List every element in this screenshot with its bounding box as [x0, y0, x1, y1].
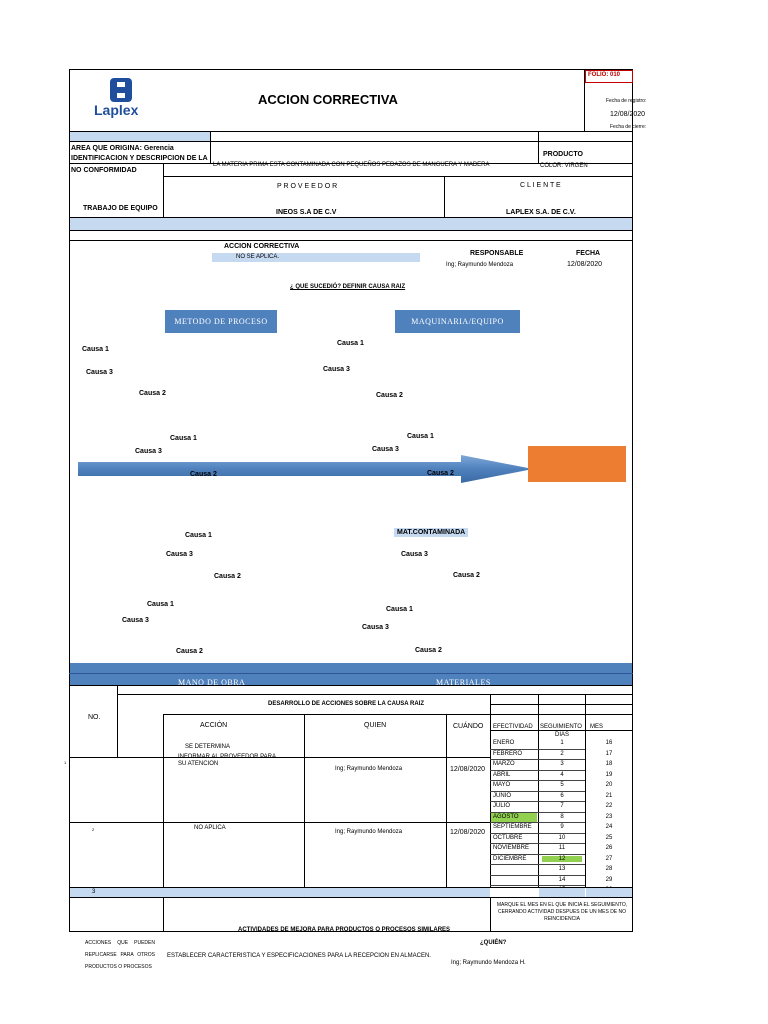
responsable-label: RESPONSABLE	[470, 250, 524, 257]
fecha-registro: 12/08/2020	[610, 111, 646, 118]
cause-label: Causa 2	[415, 647, 442, 654]
folio-label: FOLIO: 010	[588, 72, 621, 78]
month-cell: MAYO	[493, 782, 511, 788]
row1-number: 1	[64, 760, 67, 765]
mejora-side-label: ACCIONES QUE PUEDEN REPLICARSE PARA OTROS PRODUCTOS O PROCESOS	[85, 940, 155, 970]
cause-label: Causa 1	[407, 433, 434, 440]
category-metodo-proceso: METODO DE PROCESO	[165, 310, 277, 333]
cause-label: Causa 3	[122, 617, 149, 624]
producto-label: PRODUCTO	[543, 151, 583, 158]
day-cell: 21	[605, 792, 613, 799]
day-cell: 23	[605, 813, 613, 820]
day-cell: 5	[560, 782, 564, 788]
day-cell: 19	[605, 771, 613, 778]
day-cell: 28	[605, 866, 613, 872]
area-origina-label: AREA QUE ORIGINA: Gerencia	[71, 145, 174, 152]
month-cell: ENERO	[493, 740, 515, 746]
day-cell: 14	[558, 876, 566, 883]
month-cell: SEPTIEMBRE	[493, 824, 532, 830]
mejora-quien-label: ¿QUIÉN?	[480, 940, 507, 946]
accion-column-header: ACCIÓN	[200, 722, 228, 729]
category-maquinaria-equipo: MAQUINARIA/EQUIPO	[395, 310, 520, 333]
month-cell: MARZO	[493, 761, 515, 767]
cause-label: Causa 1	[337, 340, 364, 347]
cause-label: Causa 1	[147, 601, 174, 608]
cause-label: Causa 3	[135, 448, 162, 455]
day-cell: 3	[560, 761, 564, 767]
category-mat-contaminada: MAT.CONTAMINADA	[394, 528, 468, 537]
mejora-quien: Ing; Raymundo Mendoza H.	[451, 960, 526, 966]
effect-box	[528, 446, 626, 482]
day-cell: 18	[605, 761, 613, 767]
cause-label: Causa 2	[427, 470, 454, 477]
day-cell: 13	[558, 866, 566, 872]
day-cell: 22	[605, 803, 613, 809]
row1-accion: INFORMAR AL PROVEEDOR PARA SU ATENCION	[178, 754, 276, 767]
efectividad-header: EFECTIVIDAD	[493, 724, 533, 730]
row2-cuando: 12/08/2020	[450, 829, 486, 836]
day-cell: 27	[605, 855, 613, 862]
cause-label: Causa 2	[176, 648, 203, 655]
se-determina-label: SE DETERMINA	[185, 744, 231, 750]
cause-label: Causa 3	[372, 446, 399, 453]
day-cell: 20	[605, 782, 613, 788]
row3-band	[70, 887, 490, 897]
cause-label: Causa 3	[323, 366, 350, 373]
cliente-value: LAPLEX S.A. DE C.V.	[506, 209, 576, 216]
cause-label: Causa 3	[362, 624, 389, 631]
quien-column-header: QUIEN	[364, 722, 387, 729]
cause-label: Causa 3	[401, 551, 428, 558]
cause-label: Causa 3	[166, 551, 193, 558]
dias-header: DIAS	[555, 732, 570, 738]
responsable-value: Ing; Raymundo Mendoza	[446, 262, 514, 268]
page-title: ACCION CORRECTIVA	[258, 92, 398, 107]
month-cell: FEBRERO	[493, 750, 523, 757]
month-cell: JUNIO	[493, 792, 511, 799]
cause-label: Causa 1	[170, 435, 197, 442]
cause-label: Causa 3	[86, 369, 113, 376]
row2-number: 2	[92, 827, 95, 832]
month-cell: AGOSTO	[491, 813, 537, 822]
month-cell: DICIEMBRE	[493, 855, 527, 862]
month-cell: NOVIEMBRE	[493, 845, 530, 851]
causa-raiz-question: ¿ QUE SUCEDIÓ? DEFINIR CAUSA RAIZ	[290, 284, 406, 290]
day-cell: 11	[558, 845, 566, 851]
accion-correctiva-value: NO SE APLICA.	[236, 254, 280, 260]
day-cell: 2	[560, 750, 564, 757]
category-mano-obra: MANO DE OBRA	[178, 678, 246, 685]
spine-arrow-icon	[76, 453, 536, 485]
grid-line	[490, 875, 585, 876]
cause-label: Causa 2	[214, 573, 241, 580]
proveedor-value: INEOS S.A DE C.V	[276, 209, 337, 216]
row1-quien: Ing; Raymundo Mendoza	[335, 766, 403, 772]
day-cell: 10	[558, 834, 566, 841]
day-cell: 24	[605, 824, 613, 830]
day-cell: 4	[560, 771, 564, 778]
day-cell: 6	[560, 792, 564, 799]
producto-color: COLOR: VIRGEN	[540, 163, 588, 169]
proveedor-label: P R O V E E D O R	[277, 183, 338, 190]
cuando-column-header: CUÁNDO	[453, 723, 484, 730]
cause-label: Causa 2	[453, 572, 480, 579]
logo-brand: Laplex	[94, 102, 139, 118]
cause-label: Causa 2	[139, 390, 166, 397]
grid-line	[490, 864, 585, 865]
fecha-label: FECHA	[576, 250, 601, 257]
fecha-registro-label: Fecha de registro:	[606, 98, 647, 104]
accion-correctiva-label: ACCION CORRECTIVA	[224, 243, 300, 250]
row3-number: 3	[92, 889, 96, 895]
mes-header: MES	[590, 724, 604, 730]
identificacion-label: IDENTIFICACION Y DESCRIPCION DE LA	[71, 155, 208, 162]
no-conformidad-descripcion: LA MATERIA PRIMA ESTA CONTAMINADA CON PEQUEÑOS PEDAZOS DE MANGUERA Y MADERA	[213, 162, 490, 168]
category-materiales: MATERIALES	[436, 678, 491, 685]
month-cell: ABRIL	[493, 771, 511, 778]
cause-label: Causa 2	[376, 392, 403, 399]
desarrollo-title: DESARROLLO DE ACCIONES SOBRE LA CAUSA RAIZ	[268, 701, 425, 707]
day-cell: 25	[605, 834, 613, 841]
day-cell: 8	[560, 813, 564, 820]
month-cell: OCTUBRE	[493, 834, 523, 841]
day-cell: 26	[605, 845, 613, 851]
day-cell: 17	[605, 750, 613, 757]
cause-label: Causa 1	[386, 606, 413, 613]
trabajo-equipo-label: TRABAJO DE EQUIPO	[83, 205, 158, 212]
row2-accion: NO APLICA	[194, 825, 226, 831]
mejora-actividad: ESTABLECER CARACTERISTICA Y ESPECIFICACIONES PARA LA RECEPCION EN ALMACEN.	[167, 953, 431, 959]
day-cell: 1	[560, 740, 564, 746]
row1-cuando: 12/08/2020	[450, 766, 486, 773]
day-cell: 29	[605, 876, 613, 883]
cause-label: Causa 1	[185, 532, 212, 539]
day-cell: 9	[560, 824, 564, 830]
day-cell: 12	[542, 856, 582, 862]
seguimiento-header: SEGUIMIENTO	[540, 724, 582, 730]
row2-quien: Ing; Raymundo Mendoza	[335, 829, 403, 835]
grid-line	[490, 885, 585, 886]
day-cell: 16	[605, 740, 613, 746]
mejora-title: ACTIVIDADES DE MEJORA PARA PRODUCTOS O PROCESOS SIMILARES	[238, 927, 451, 933]
fecha-cierre-label: Fecha de cierre:	[610, 124, 647, 130]
fecha-value: 12/08/2020	[567, 261, 603, 268]
seguimiento-note: MARQUE EL MES EN EL QUE INICIA EL SEGUIMIENTO, CERRANDO ACTIVIDAD DESPUES DE UN MES DE NO REINCIDENCIA	[496, 902, 628, 922]
month-cell: JULIO	[493, 803, 511, 809]
no-column-header: NO.	[88, 714, 101, 721]
day-cell: 7	[560, 803, 564, 809]
no-conformidad-label: NO CONFORMIDAD	[71, 167, 137, 174]
cliente-label: C L I E N T E	[520, 182, 561, 189]
cause-label: Causa 2	[190, 471, 217, 478]
cause-label: Causa 1	[82, 346, 109, 353]
